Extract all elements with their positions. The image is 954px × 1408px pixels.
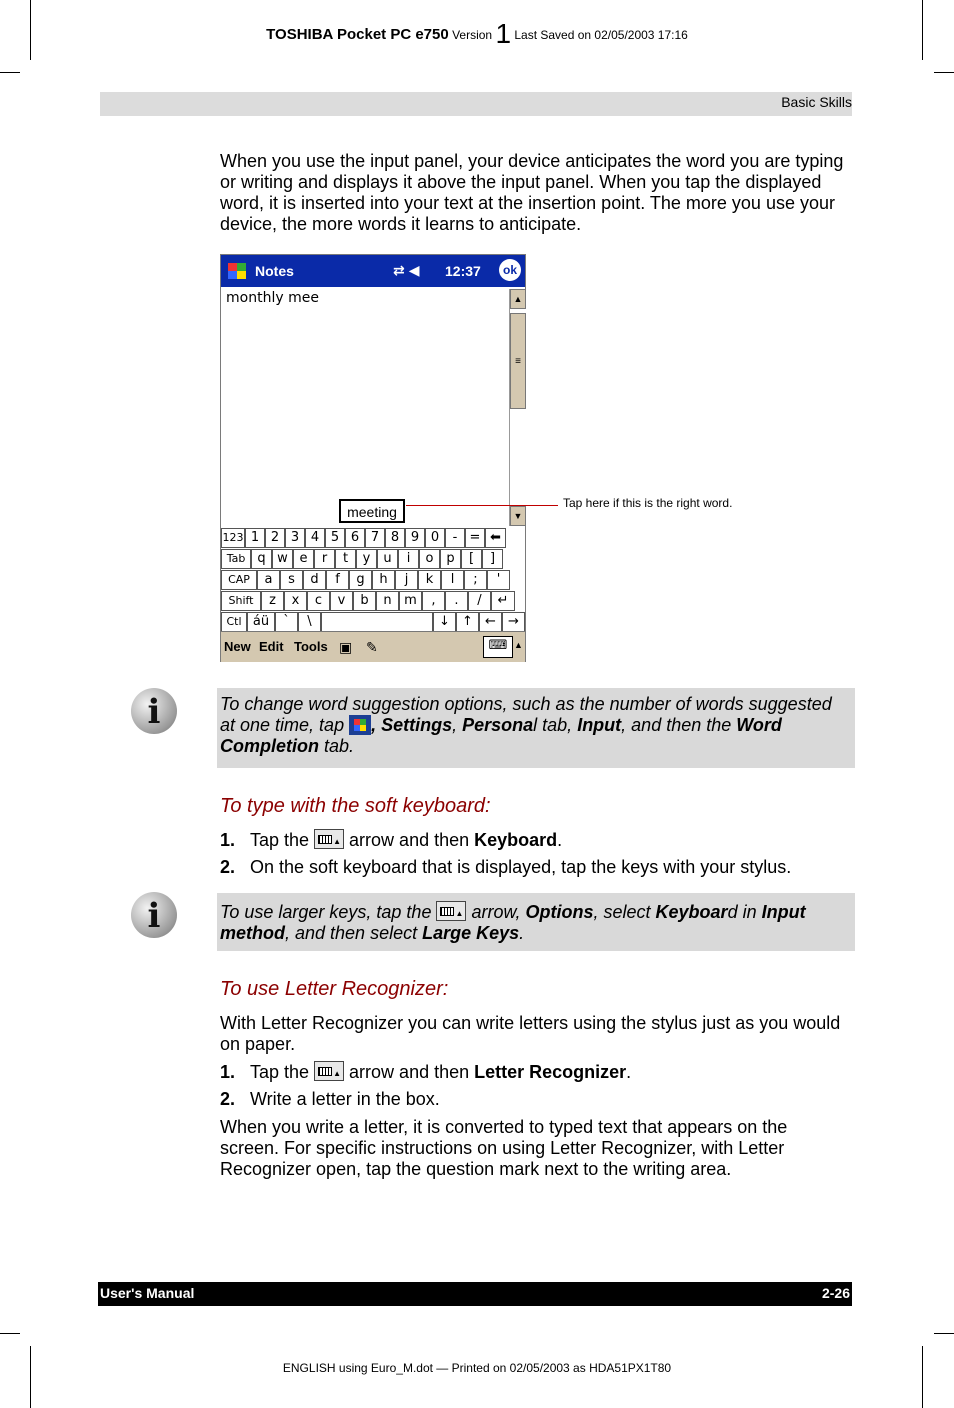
keyboard-key: áü — [247, 612, 275, 632]
version-number: 1 — [495, 18, 512, 49]
keyboard-key: / — [468, 591, 491, 611]
step-text: On the soft keyboard that is displayed, tap the keys with your stylus. — [250, 857, 792, 877]
step-text: arrow and then — [344, 830, 475, 850]
ok-button: ok — [499, 259, 521, 281]
section-heading-letter-recognizer: To use Letter Recognizer: — [220, 978, 449, 1000]
keyboard-key: z — [261, 591, 284, 611]
last-saved: Last Saved on 02/05/2003 17:16 — [514, 28, 688, 42]
keyboard-key: 0 — [425, 528, 445, 548]
note-text-part: , and then select — [285, 923, 423, 943]
typed-text: monthly mee — [226, 290, 319, 306]
keyboard-key: w — [272, 549, 293, 569]
crop-mark — [0, 72, 20, 73]
menu-edit: Edit — [259, 639, 284, 654]
note-text-part: , — [452, 715, 463, 735]
keyboard-key: 8 — [385, 528, 405, 548]
note-text-part: l tab, — [533, 715, 578, 735]
keyboard-key: p — [440, 549, 461, 569]
start-menu-icon — [225, 260, 249, 282]
keyboard-key: k — [418, 570, 441, 590]
keyboard-key: ] — [482, 549, 503, 569]
crop-mark — [922, 1346, 923, 1408]
keyboard-key: a — [257, 570, 280, 590]
keyboard-key: r — [314, 549, 335, 569]
keyboard-key: o — [419, 549, 440, 569]
keyboard-key: 5 — [325, 528, 345, 548]
keyboard-key: [ — [461, 549, 482, 569]
input-method-term: Input method — [220, 902, 806, 943]
step-text: Write a letter in the box. — [250, 1089, 440, 1109]
step-item — [220, 1089, 440, 1110]
crop-mark — [934, 72, 954, 73]
keyboard-key: → — [502, 612, 525, 632]
keyboard-space-key — [321, 612, 433, 632]
keyboard-key: ⬅ — [485, 528, 506, 548]
document-header — [0, 18, 954, 50]
pen-icon: ✎ — [366, 639, 378, 655]
keyboard-key: s — [280, 570, 303, 590]
keyboard-key: 3 — [285, 528, 305, 548]
keyboard-key: Shift — [221, 591, 261, 611]
scrollbar — [509, 289, 526, 526]
keyboard-key: ' — [487, 570, 510, 590]
keyboard-icon: ⌨ — [483, 636, 513, 658]
app-title: Notes — [255, 263, 294, 279]
personal-term: Persona — [462, 715, 534, 735]
keyboard-term: Keyboar — [655, 902, 728, 922]
keyboard-key: e — [293, 549, 314, 569]
note-text-part: tab. — [319, 736, 355, 756]
large-keys-term: Large Keys — [422, 923, 520, 943]
keyboard-key: . — [445, 591, 468, 611]
keyboard-key: ` — [275, 612, 298, 632]
step-item — [220, 1061, 631, 1083]
note-box — [217, 688, 855, 768]
info-icon: i — [131, 688, 177, 734]
scroll-down-icon: ▼ — [510, 506, 526, 526]
letter-recognizer-closing: When you write a letter, it is converted to typed text that appears on the screen. For specific instructions on using Letter Recognizer, with Letter Recognizer open, tap the question mark next to the writing area. — [220, 1117, 788, 1179]
keyboard-key: t — [335, 549, 356, 569]
keyboard-key: Tab — [221, 549, 251, 569]
keyboard-key: m — [399, 591, 422, 611]
footer-bar — [98, 1282, 852, 1306]
keyboard-key: g — [349, 570, 372, 590]
clock: 12:37 — [445, 263, 481, 279]
keyboard-key: v — [330, 591, 353, 611]
menu-tools: Tools — [294, 639, 328, 654]
keyboard-key: ← — [479, 612, 502, 632]
step-item — [220, 829, 562, 851]
keyboard-key: 123 — [221, 528, 245, 548]
recorder-icon: ▣ — [339, 639, 353, 655]
keyboard-key: ↵ — [491, 591, 515, 611]
keyboard-key: - — [445, 528, 465, 548]
letter-recognizer-paragraph: With Letter Recognizer you can write letters using the stylus just as you would on paper. — [220, 1013, 841, 1054]
section-band — [100, 92, 852, 116]
keyboard-key: \ — [298, 612, 321, 632]
keyboard-key: 7 — [365, 528, 385, 548]
settings-term: , Settings — [371, 715, 453, 735]
keyboard-key: j — [395, 570, 418, 590]
keyboard-key: d — [303, 570, 326, 590]
keyboard-key: c — [307, 591, 330, 611]
note-text-part: . — [519, 923, 525, 943]
input-panel-arrow-icon — [314, 829, 344, 849]
step-text: . — [626, 1062, 632, 1082]
soft-keyboard — [221, 528, 525, 633]
crop-mark — [30, 1346, 31, 1408]
note-text-part: arrow, — [466, 902, 526, 922]
options-term: Options — [525, 902, 594, 922]
version-label: Version — [452, 28, 493, 42]
step-number: 1. — [220, 1062, 236, 1082]
word-completion-term: Word Completion — [220, 715, 782, 756]
keyboard-key: n — [376, 591, 399, 611]
product-name: TOSHIBA Pocket PC e750 — [266, 26, 449, 43]
input-arrow-icon: ▲ — [514, 640, 523, 650]
step-text: Tap the — [250, 830, 315, 850]
keyboard-key: Ctl — [221, 612, 247, 632]
callout-text: Tap here if this is the right word. — [563, 496, 733, 510]
step-number: 2. — [220, 857, 236, 877]
info-icon: i — [131, 892, 177, 938]
keyboard-key: CAP — [221, 570, 257, 590]
keyboard-key: 4 — [305, 528, 325, 548]
keyboard-key: = — [465, 528, 485, 548]
connectivity-volume-icon: ⇄◀ — [393, 262, 424, 278]
menu-new: New — [224, 639, 251, 654]
keyboard-key: 2 — [265, 528, 285, 548]
note-text-part: d in — [727, 902, 762, 922]
note-text — [217, 688, 855, 757]
step-number: 1. — [220, 830, 236, 850]
step-text: Tap the — [250, 1062, 315, 1082]
keyboard-key: u — [377, 549, 398, 569]
step-text: arrow and then — [344, 1062, 475, 1082]
keyboard-key: , — [422, 591, 445, 611]
note-text-part: To use larger keys, tap the — [220, 902, 437, 922]
keyboard-term: Keyboard — [474, 830, 558, 850]
callout-line — [406, 505, 558, 506]
scroll-up-icon: ▲ — [510, 289, 526, 309]
input-panel-arrow-icon — [314, 1061, 344, 1081]
note-text-part: To change word suggestion options, such as the number of words suggested at one time, tap — [220, 694, 832, 735]
keyboard-key: 1 — [245, 528, 265, 548]
note-box — [217, 893, 855, 951]
print-info: ENGLISH using Euro_M.dot — Printed on 02/05/2003 as HDA51PX1T80 — [282, 1361, 672, 1375]
keyboard-key: i — [398, 549, 419, 569]
section-heading-keyboard: To type with the soft keyboard: — [220, 795, 491, 817]
keyboard-key: ↓ — [433, 612, 456, 632]
input-panel-arrow-icon — [436, 901, 466, 921]
keyboard-key: ; — [464, 570, 487, 590]
menu-bar — [221, 631, 525, 662]
note-text-part: , and then the — [621, 715, 737, 735]
section-title: Basic Skills — [781, 94, 852, 110]
scroll-thumb: ≡ — [510, 313, 526, 409]
keyboard-key: y — [356, 549, 377, 569]
keyboard-key: 9 — [405, 528, 425, 548]
keyboard-key: q — [251, 549, 272, 569]
step-item — [220, 857, 791, 878]
word-suggestion: meeting — [339, 499, 405, 523]
step-text: . — [557, 830, 563, 850]
keyboard-key: ↑ — [456, 612, 479, 632]
keyboard-key: l — [441, 570, 464, 590]
manual-title: User's Manual — [100, 1285, 195, 1301]
keyboard-key: h — [372, 570, 395, 590]
page-number: 2-26 — [821, 1285, 850, 1301]
letter-recognizer-term: Letter Recognizer — [474, 1062, 627, 1082]
crop-mark — [934, 1333, 954, 1334]
keyboard-key: f — [326, 570, 349, 590]
keyboard-key: 6 — [345, 528, 365, 548]
windows-start-icon — [349, 715, 371, 735]
intro-paragraph: When you use the input panel, your device anticipates the word you are typing or writing and displays it above the input panel. When you tap the displayed word, it is inserted into your text at the insertion point. The more you use your device, the more words it learns to anticipate. — [220, 151, 844, 234]
step-number: 2. — [220, 1089, 236, 1109]
note-text-part: , select — [593, 902, 656, 922]
title-bar — [221, 255, 525, 287]
note-text — [217, 893, 855, 944]
crop-mark — [0, 1333, 20, 1334]
keyboard-key: x — [284, 591, 307, 611]
keyboard-key: b — [353, 591, 376, 611]
device-screenshot — [220, 254, 526, 662]
input-term: Input — [577, 715, 622, 735]
